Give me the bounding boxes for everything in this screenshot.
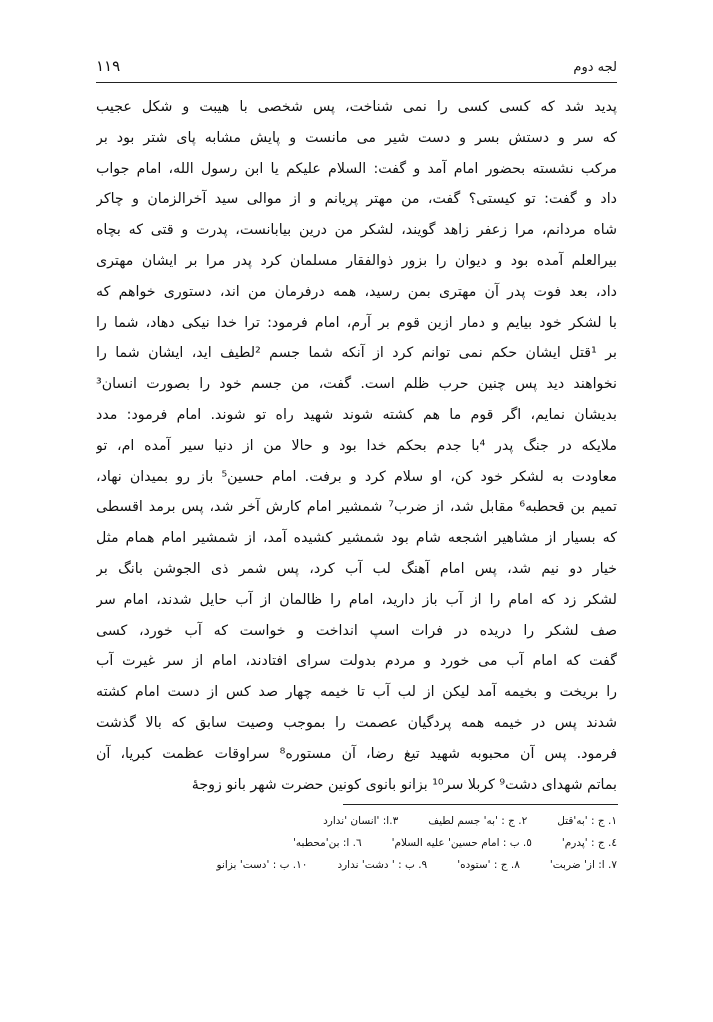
- footnote-rule: [343, 804, 618, 805]
- text-line: تمیم بن قحطبه⁶ مقابل شد، از ضرب⁷ شمشیر امام کارش آخر شد، پس برمد اقسطی: [96, 499, 617, 516]
- footnote: ٦. ا: بن'محطبه': [293, 837, 362, 849]
- text-line: پدید شد که کسی کسی را نمی شناخت، پس شخصی با هیبت و شکل عجیب: [96, 99, 617, 115]
- text-line: داد و گفت: تو کیستی؟ گفت، من مهتر پریانم و از موالی سید آخرالزمان و چاکر: [96, 191, 617, 208]
- text-line: خیار دو نیم شد، پس امام آهنگ لب آب کرد، پس شمر ذی الجوشن بانگ بر: [96, 560, 617, 577]
- text-line: داد، بعد فوت پدر آن مهتری بمن رسید، همه درفرمان من اند، دستوری خواهم که: [96, 283, 617, 300]
- footnote-row: [130, 810, 617, 832]
- body-text: [96, 92, 617, 800]
- text-line: بر ¹قتل ایشان حکم نمی توانم کرد از آنکه شما جسم ²لطیف اید، ایشان شما را: [96, 345, 617, 362]
- header-rule: [96, 82, 617, 83]
- text-line: که سر و دستش بسر و دست شیر می مانست و پایش مشابه پای شتر بود بر: [96, 129, 617, 146]
- footnote: ۱. ج : 'به'قتل: [557, 815, 617, 827]
- text-line: بیرالعلم آمده بود و دیوان را بزور ذوالفقار مسلمان کرد پدر مرا بر ایشان مهتری: [96, 252, 617, 269]
- text-line: لشکر زد که امام را از آب باز دارید، امام را ظالمان از آب حایل شدند، امام سر: [96, 591, 617, 608]
- footnote: ۳.ا: 'انسان 'ندارد: [323, 815, 399, 827]
- running-title: لجه دوم: [573, 60, 617, 75]
- text-line: مرکب نشسته بحضور امام آمد و گفت: السلام علیکم یا ابن رسول الله، امام جواب: [96, 160, 617, 177]
- page-number: ۱۱۹: [96, 57, 121, 75]
- text-line: شدند پس در خیمه همه پردگیان عصمت را بموجب وصیت سابق که بالا گذشت: [96, 714, 617, 731]
- text-line: بدیشان نمایم، اگر قوم ما هم کشته شوند شهید راه تو شوند. امام فرمود: مدد: [96, 406, 617, 423]
- text-line: معاودت به لشکر خود کن، او سلام کرد و برفت. امام حسین⁵ باز رو بمیدان نهاد،: [96, 468, 617, 485]
- text-line: شاه مردانم، مرا زعفر زاهد گویند، لشکر من درین بیابانست، پدرت و قتی که بچاه: [96, 222, 617, 239]
- text-line: که بسیار از مشاهیر اشجعه شام بود شمشیر کشیده آمد، از شمشیر امام همام مثل: [96, 530, 617, 547]
- text-line: ملایکه در جنگ پدر ⁴با جدم بحکم خدا بود و حالا من از دنیا سیر آمده ام، تو: [96, 437, 617, 454]
- text-line: نخواهند دید پس چنین حرب ظلم است. گفت، من جسم خود را بصورت انسان³: [96, 376, 617, 393]
- footnote: ٤. ج : 'پدرم': [561, 837, 617, 849]
- text-line: بماتم شهدای دشت⁹ کربلا سر¹⁰ بزانو بانوی کونین حضرت شهر بانو زوجهٔ: [191, 776, 617, 793]
- footnote: ۷. ا: از' ضربت': [549, 859, 617, 871]
- footnote: ۱۰. ب : 'دست' بزانو: [216, 859, 308, 871]
- text-line: صف لشکر را دریده در فرات اسپ انداخت و خواست که آب خورد، کسی: [96, 622, 617, 639]
- text-line: را بریخت و بخیمه آمد لیکن از لب آب تا خیمه چهار صد کس از دست امام کشته: [96, 684, 617, 701]
- footnote-row: [130, 832, 617, 854]
- text-line: گفت که امام آب می خورد و مردم بدولت سرای افتادند، امام از سر غیرت آب: [96, 653, 617, 670]
- footnotes: [130, 810, 617, 876]
- footnote-row: [130, 854, 617, 876]
- footnote: ۲. ج : 'به' جسم لطیف: [428, 815, 528, 827]
- footnote: ۹. ب : ' دشت' ندارد: [337, 859, 428, 871]
- page-header: [96, 56, 617, 78]
- text-line: با لشکر خود بیایم و دمار ازین قوم بر آرم، امام فرمود: ترا خدا نیکی دهاد، شما را: [96, 314, 617, 331]
- footnote: ۸. ج : 'ستوده': [457, 859, 520, 871]
- footnote: ٥. ب : امام حسین' علیه السلام': [391, 837, 532, 849]
- text-line: فرمود. پس آن محبوبه شهید تیغ رضا، آن مستوره⁸ سراوقات عظمت کبریا، آن: [96, 745, 617, 762]
